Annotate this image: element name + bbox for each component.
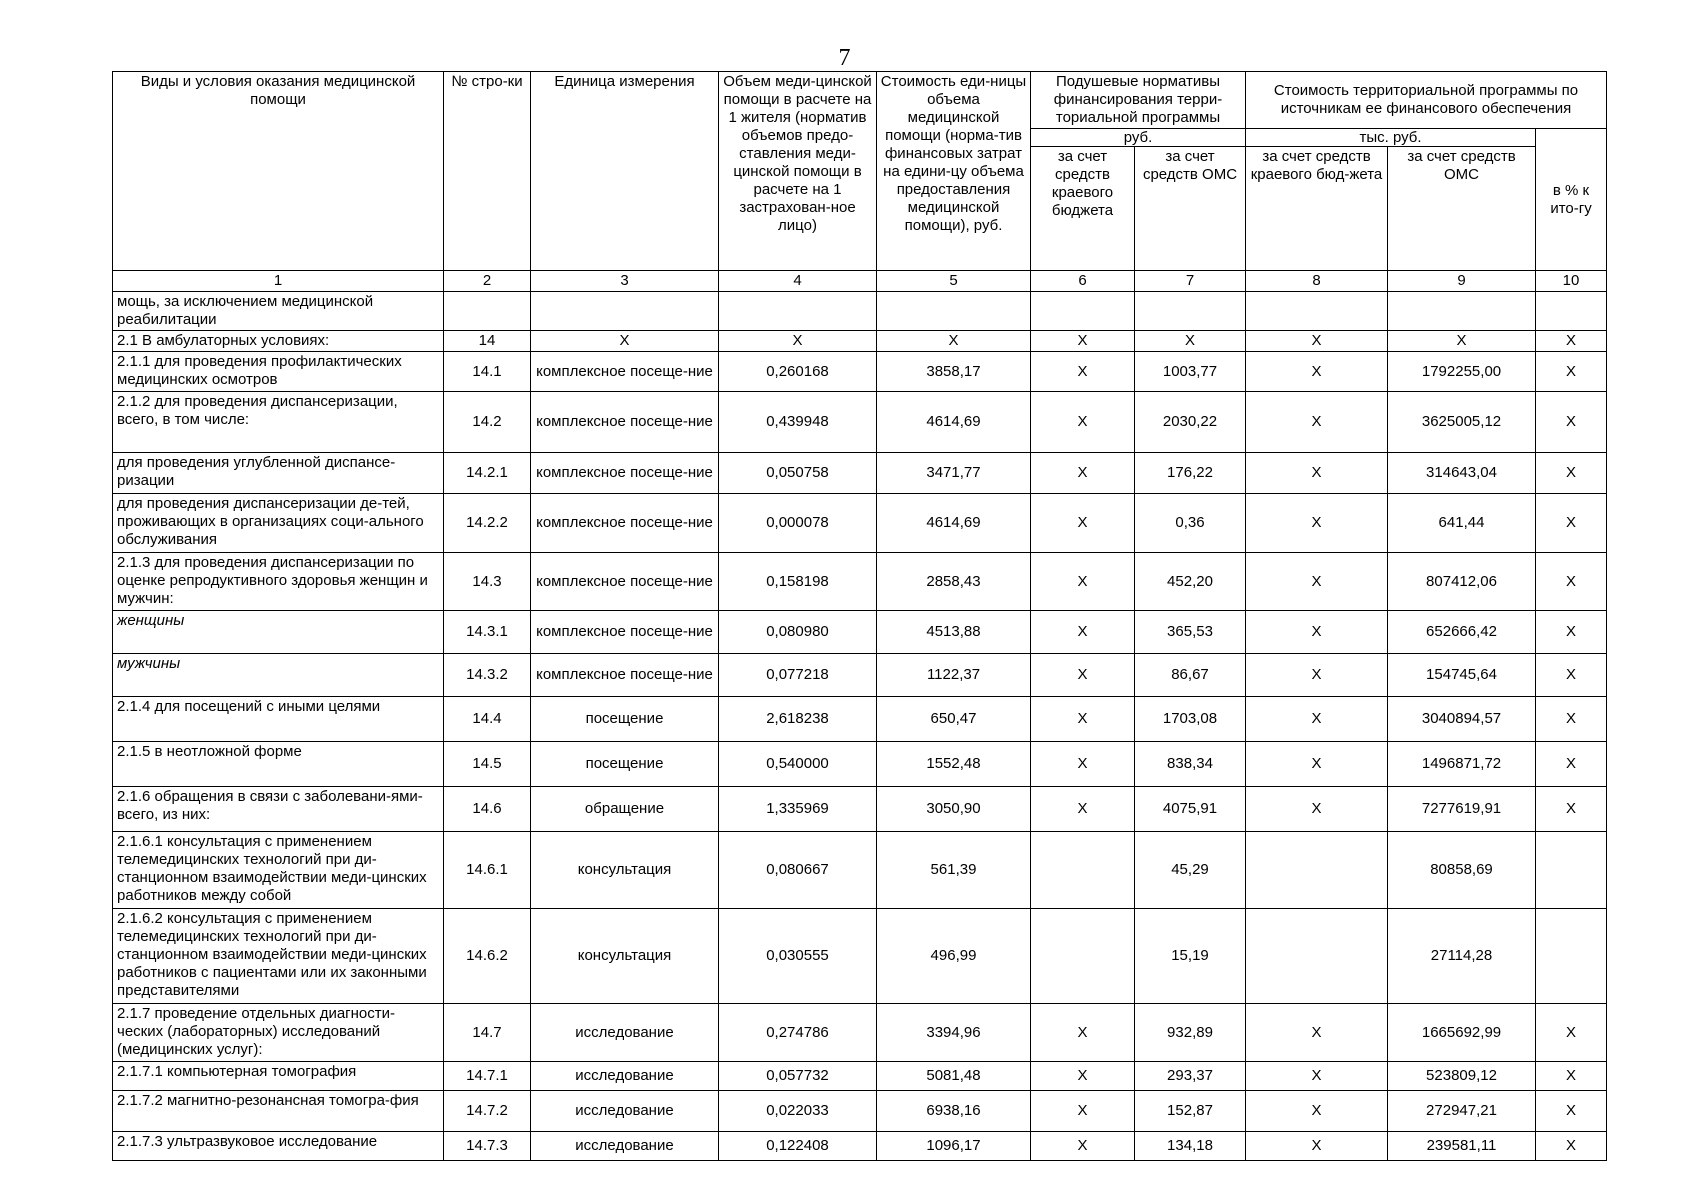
percent-cell: X	[1536, 453, 1607, 494]
program-budget-cell: X	[1246, 553, 1388, 611]
header-program-unit: тыс. руб.	[1246, 129, 1536, 147]
unit-cell: консультация	[531, 832, 719, 909]
volume-cell: 0,158198	[719, 553, 877, 611]
cost-cell	[877, 292, 1031, 331]
header-unit: Единица измерения	[531, 72, 719, 271]
program-budget-cell: X	[1246, 1132, 1388, 1161]
program-budget-cell: X	[1246, 1004, 1388, 1062]
percent-cell: X	[1536, 1091, 1607, 1132]
table-row	[113, 1062, 1607, 1091]
volume-cell: 0,057732	[719, 1062, 877, 1091]
budget-cell: X	[1031, 392, 1135, 453]
table-row	[113, 654, 1607, 697]
oms-cell	[1135, 292, 1246, 331]
row-label: 2.1.1 для проведения профилактических медицинских осмотров	[113, 352, 444, 392]
unit-cell: посещение	[531, 697, 719, 742]
program-oms-cell: 3625005,12	[1388, 392, 1536, 453]
unit-cell: комплексное посеще-ние	[531, 352, 719, 392]
program-budget-cell	[1246, 832, 1388, 909]
cost-cell: 5081,48	[877, 1062, 1031, 1091]
program-oms-cell: 239581,11	[1388, 1132, 1536, 1161]
volume-cell: 0,122408	[719, 1132, 877, 1161]
oms-cell: X	[1135, 331, 1246, 352]
program-budget-cell: X	[1246, 697, 1388, 742]
table-row	[113, 697, 1607, 742]
cost-cell: 1552,48	[877, 742, 1031, 787]
row-number: 14.6.2	[444, 909, 531, 1004]
oms-cell: 134,18	[1135, 1132, 1246, 1161]
unit-cell: комплексное посеще-ние	[531, 453, 719, 494]
row-label: 2.1.5 в неотложной форме	[113, 742, 444, 787]
header-program-cost: Стоимость территориальной программы по источникам ее финансового обеспечения	[1246, 72, 1607, 129]
row-label: 2.1.7.1 компьютерная томография	[113, 1062, 444, 1091]
program-oms-cell: 1792255,00	[1388, 352, 1536, 392]
percent-cell: X	[1536, 494, 1607, 553]
unit-cell: комплексное посеще-ние	[531, 553, 719, 611]
cost-cell: X	[877, 331, 1031, 352]
cost-cell: 6938,16	[877, 1091, 1031, 1132]
header-percent: в % к ито-гу	[1536, 129, 1607, 271]
budget-cell: X	[1031, 697, 1135, 742]
oms-cell: 932,89	[1135, 1004, 1246, 1062]
cost-cell: 496,99	[877, 909, 1031, 1004]
percent-cell: X	[1536, 392, 1607, 453]
unit-cell: комплексное посеще-ние	[531, 494, 719, 553]
volume-cell: 0,022033	[719, 1091, 877, 1132]
unit-cell: комплексное посеще-ние	[531, 611, 719, 654]
budget-cell: X	[1031, 1091, 1135, 1132]
percent-cell	[1536, 832, 1607, 909]
budget-cell: X	[1031, 453, 1135, 494]
row-number: 14.1	[444, 352, 531, 392]
volume-cell: 0,274786	[719, 1004, 877, 1062]
budget-cell: X	[1031, 331, 1135, 352]
row-label: 2.1.7 проведение отдельных диагности-ческих (лабораторных) исследований (медицинских услуг):	[113, 1004, 444, 1062]
oms-cell: 1003,77	[1135, 352, 1246, 392]
percent-cell: X	[1536, 697, 1607, 742]
unit-cell: исследование	[531, 1004, 719, 1062]
table-row	[113, 453, 1607, 494]
header-oms: за счет средств ОМС	[1135, 147, 1246, 271]
volume-cell: 0,000078	[719, 494, 877, 553]
program-oms-cell: 80858,69	[1388, 832, 1536, 909]
oms-cell: 4075,91	[1135, 787, 1246, 832]
row-label: для проведения диспансеризации де-тей, проживающих в организациях соци-ального обслуживания	[113, 494, 444, 553]
cost-cell: 1096,17	[877, 1132, 1031, 1161]
budget-cell: X	[1031, 654, 1135, 697]
volume-cell: 0,080667	[719, 832, 877, 909]
column-number: 4	[719, 271, 877, 292]
budget-cell: X	[1031, 553, 1135, 611]
program-budget-cell: X	[1246, 787, 1388, 832]
cost-cell: 3050,90	[877, 787, 1031, 832]
unit-cell: исследование	[531, 1132, 719, 1161]
table-row	[113, 787, 1607, 832]
budget-cell: X	[1031, 787, 1135, 832]
program-oms-cell: 27114,28	[1388, 909, 1536, 1004]
volume-cell: 0,080980	[719, 611, 877, 654]
oms-cell: 15,19	[1135, 909, 1246, 1004]
program-budget-cell: X	[1246, 1091, 1388, 1132]
percent-cell	[1536, 909, 1607, 1004]
program-budget-cell: X	[1246, 392, 1388, 453]
cost-cell: 4614,69	[877, 494, 1031, 553]
percent-cell: X	[1536, 1004, 1607, 1062]
header-regional-budget: за счет средств краевого бюджета	[1031, 147, 1135, 271]
volume-cell: 0,260168	[719, 352, 877, 392]
cost-cell: 650,47	[877, 697, 1031, 742]
oms-cell: 86,67	[1135, 654, 1246, 697]
unit-cell: исследование	[531, 1062, 719, 1091]
program-budget-cell: X	[1246, 742, 1388, 787]
table-row	[113, 611, 1607, 654]
oms-cell: 452,20	[1135, 553, 1246, 611]
percent-cell: X	[1536, 331, 1607, 352]
column-number: 5	[877, 271, 1031, 292]
budget-cell	[1031, 832, 1135, 909]
row-number	[444, 292, 531, 331]
budget-cell: X	[1031, 742, 1135, 787]
header-per-capita-unit: руб.	[1031, 129, 1246, 147]
program-oms-cell: 272947,21	[1388, 1091, 1536, 1132]
row-label: 2.1 В амбулаторных условиях:	[113, 331, 444, 352]
row-number: 14.3	[444, 553, 531, 611]
column-number: 2	[444, 271, 531, 292]
budget-cell	[1031, 909, 1135, 1004]
header-program-oms: за счет средств ОМС	[1388, 147, 1536, 271]
program-oms-cell: 641,44	[1388, 494, 1536, 553]
header-kind: Виды и условия оказания медицинской помощи	[113, 72, 444, 271]
cost-cell: 3858,17	[877, 352, 1031, 392]
program-budget-cell: X	[1246, 494, 1388, 553]
program-oms-cell: X	[1388, 331, 1536, 352]
program-budget-cell: X	[1246, 1062, 1388, 1091]
header-per-capita: Подушевые нормативы финансирования терри-ториальной программы	[1031, 72, 1246, 129]
row-number: 14	[444, 331, 531, 352]
cost-cell: 561,39	[877, 832, 1031, 909]
page-number: 7	[838, 45, 851, 71]
volume-cell: 2,618238	[719, 697, 877, 742]
row-number: 14.7.2	[444, 1091, 531, 1132]
unit-cell: исследование	[531, 1091, 719, 1132]
row-label: мощь, за исключением медицинской реабилитации	[113, 292, 444, 331]
table-row	[113, 553, 1607, 611]
unit-cell: обращение	[531, 787, 719, 832]
percent-cell: X	[1536, 553, 1607, 611]
unit-cell: посещение	[531, 742, 719, 787]
program-oms-cell: 1496871,72	[1388, 742, 1536, 787]
percent-cell: X	[1536, 787, 1607, 832]
row-number: 14.2	[444, 392, 531, 453]
volume-cell	[719, 292, 877, 331]
table-row	[113, 1132, 1607, 1161]
budget-cell: X	[1031, 1132, 1135, 1161]
unit-cell	[531, 292, 719, 331]
cost-cell: 4614,69	[877, 392, 1031, 453]
volume-cell: 1,335969	[719, 787, 877, 832]
table-row	[113, 909, 1607, 1004]
program-oms-cell: 3040894,57	[1388, 697, 1536, 742]
row-label: для проведения углубленной диспансе-ризации	[113, 453, 444, 494]
budget-cell: X	[1031, 494, 1135, 553]
cost-cell: 2858,43	[877, 553, 1031, 611]
row-label: 2.1.4 для посещений с иными целями	[113, 697, 444, 742]
row-label: 2.1.6.1 консультация с применением телемедицинских технологий при ди-станционном взаимодействии меди-цинских работников между собой	[113, 832, 444, 909]
program-budget-cell: X	[1246, 331, 1388, 352]
oms-cell: 176,22	[1135, 453, 1246, 494]
row-label: 2.1.3 для проведения диспансеризации по оценке репродуктивного здоровья женщин и мужчин:	[113, 553, 444, 611]
volume-cell: 0,077218	[719, 654, 877, 697]
unit-cell: комплексное посеще-ние	[531, 392, 719, 453]
table-row	[113, 352, 1607, 392]
program-budget-cell	[1246, 292, 1388, 331]
oms-cell: 45,29	[1135, 832, 1246, 909]
budget-cell: X	[1031, 352, 1135, 392]
row-label: 2.1.6.2 консультация с применением телемедицинских технологий при ди-станционном взаимодействии меди-цинских работников с пациентами или их законными представителями	[113, 909, 444, 1004]
row-number: 14.4	[444, 697, 531, 742]
volume-cell: 0,540000	[719, 742, 877, 787]
oms-cell: 2030,22	[1135, 392, 1246, 453]
percent-cell: X	[1536, 1062, 1607, 1091]
cost-cell: 3394,96	[877, 1004, 1031, 1062]
percent-cell: X	[1536, 742, 1607, 787]
budget-cell: X	[1031, 611, 1135, 654]
row-number: 14.2.2	[444, 494, 531, 553]
cost-cell: 3471,77	[877, 453, 1031, 494]
volume-cell: 0,439948	[719, 392, 877, 453]
row-number: 14.5	[444, 742, 531, 787]
financing-table	[112, 71, 1607, 1161]
table-row	[113, 331, 1607, 352]
program-budget-cell: X	[1246, 453, 1388, 494]
column-number: 10	[1536, 271, 1607, 292]
row-label: женщины	[113, 611, 444, 654]
unit-cell: X	[531, 331, 719, 352]
oms-cell: 838,34	[1135, 742, 1246, 787]
header-unit-cost: Стоимость еди-ницы объема медицинской помощи (норма-тив финансовых затрат на едини-цу объема предоставления медицинской помощи), руб.	[877, 72, 1031, 271]
program-budget-cell: X	[1246, 352, 1388, 392]
percent-cell: X	[1536, 611, 1607, 654]
row-number: 14.6.1	[444, 832, 531, 909]
column-number-row	[113, 271, 1607, 292]
row-label: 2.1.7.3 ультразвуковое исследование	[113, 1132, 444, 1161]
column-number: 1	[113, 271, 444, 292]
row-number: 14.3.2	[444, 654, 531, 697]
row-number: 14.6	[444, 787, 531, 832]
oms-cell: 1703,08	[1135, 697, 1246, 742]
row-label: мужчины	[113, 654, 444, 697]
percent-cell: X	[1536, 1132, 1607, 1161]
program-oms-cell: 523809,12	[1388, 1062, 1536, 1091]
table-row	[113, 1091, 1607, 1132]
program-oms-cell: 1665692,99	[1388, 1004, 1536, 1062]
program-budget-cell: X	[1246, 611, 1388, 654]
oms-cell: 0,36	[1135, 494, 1246, 553]
unit-cell: комплексное посеще-ние	[531, 654, 719, 697]
row-number: 14.3.1	[444, 611, 531, 654]
row-number: 14.2.1	[444, 453, 531, 494]
header-volume: Объем меди-цинской помощи в расчете на 1 жителя (норматив объемов предо-ставления меди-цинской помощи в расчете на 1 застрахован-ное лицо)	[719, 72, 877, 271]
program-budget-cell: X	[1246, 654, 1388, 697]
cost-cell: 4513,88	[877, 611, 1031, 654]
column-number: 9	[1388, 271, 1536, 292]
program-oms-cell	[1388, 292, 1536, 331]
percent-cell: X	[1536, 654, 1607, 697]
budget-cell: X	[1031, 1062, 1135, 1091]
table-row	[113, 832, 1607, 909]
table-row	[113, 494, 1607, 553]
volume-cell: 0,030555	[719, 909, 877, 1004]
oms-cell: 365,53	[1135, 611, 1246, 654]
column-number: 3	[531, 271, 719, 292]
volume-cell: X	[719, 331, 877, 352]
row-label: 2.1.7.2 магнитно-резонансная томогра-фия	[113, 1091, 444, 1132]
column-number: 8	[1246, 271, 1388, 292]
oms-cell: 152,87	[1135, 1091, 1246, 1132]
table-row	[113, 392, 1607, 453]
oms-cell: 293,37	[1135, 1062, 1246, 1091]
volume-cell: 0,050758	[719, 453, 877, 494]
table-row	[113, 1004, 1607, 1062]
header-program-regional-budget: за счет средств краевого бюд-жета	[1246, 147, 1388, 271]
row-number: 14.7.1	[444, 1062, 531, 1091]
table-row	[113, 742, 1607, 787]
row-number: 14.7	[444, 1004, 531, 1062]
column-number: 7	[1135, 271, 1246, 292]
program-oms-cell: 652666,42	[1388, 611, 1536, 654]
row-number: 14.7.3	[444, 1132, 531, 1161]
budget-cell: X	[1031, 1004, 1135, 1062]
table-row	[113, 292, 1607, 331]
unit-cell: консультация	[531, 909, 719, 1004]
column-number: 6	[1031, 271, 1135, 292]
header-row-number: № стро-ки	[444, 72, 531, 271]
percent-cell	[1536, 292, 1607, 331]
program-oms-cell: 7277619,91	[1388, 787, 1536, 832]
program-oms-cell: 154745,64	[1388, 654, 1536, 697]
budget-cell	[1031, 292, 1135, 331]
program-oms-cell: 314643,04	[1388, 453, 1536, 494]
percent-cell: X	[1536, 352, 1607, 392]
cost-cell: 1122,37	[877, 654, 1031, 697]
program-oms-cell: 807412,06	[1388, 553, 1536, 611]
row-label: 2.1.6 обращения в связи с заболевани-ями-всего, из них:	[113, 787, 444, 832]
row-label: 2.1.2 для проведения диспансеризации, всего, в том числе:	[113, 392, 444, 453]
program-budget-cell	[1246, 909, 1388, 1004]
